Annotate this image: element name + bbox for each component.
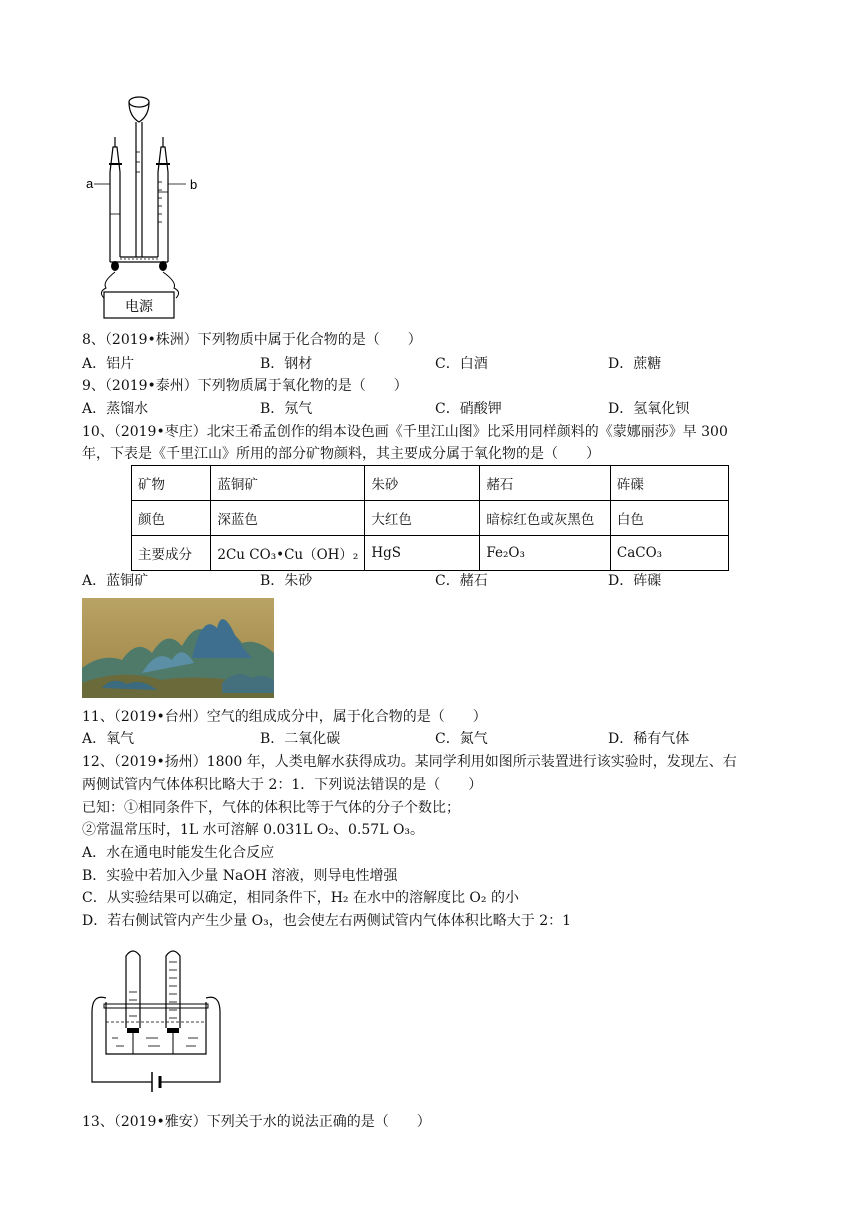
q10-stem-line1: 10、（2019•枣庄）北宋王希孟创作的绢本设色画《千里江山图》比采用同样颜料的《蒙娜丽莎》早 300 xyxy=(82,424,728,440)
q10-option-b: B．朱砂 xyxy=(260,573,313,589)
table-cell: 白色 xyxy=(610,501,728,536)
table-cell: 暗棕红色或灰黑色 xyxy=(480,501,611,536)
q12-stem-line1: 12、（2019•扬州）1800 年，人类电解水获得成功。某同学利用如图所示装置进行该实验时，发现左、右 xyxy=(82,754,737,770)
q9-options xyxy=(82,399,782,419)
table-cell: 深蓝色 xyxy=(211,501,365,536)
q8-stem: 8、（2019•株洲）下列物质中属于化合物的是（ ） xyxy=(82,332,422,348)
q12-known-2: ②常温常压时，1L 水可溶解 0.031L O₂、0.57L O₃。 xyxy=(82,822,425,838)
q9-option-d: D．氢氧化钡 xyxy=(608,401,690,417)
q10-stem-line2: 年，下表是《千里江山》所用的部分矿物颜料，其主要成分属于氧化物的是（ ） xyxy=(82,446,600,462)
q9-option-c: C．硝酸钾 xyxy=(435,401,502,417)
q9-stem: 9、（2019•泰州）下列物质属于氧化物的是（ ） xyxy=(82,378,408,394)
q8-option-a: A．铝片 xyxy=(82,356,135,372)
q11-option-b: B．二氧化碳 xyxy=(260,731,341,747)
azurite-formula: 2Cu CO₃•Cu（OH）₂ xyxy=(211,536,365,571)
q12-option-c: C．从实验结果可以确定，相同条件下，H₂ 在水中的溶解度比 O₂ 的小 xyxy=(82,890,519,906)
ochre-formula: Fe₂O₃ xyxy=(480,536,611,571)
q10-option-c: C．赭石 xyxy=(435,573,488,589)
table-cell: 主要成分 xyxy=(132,536,211,571)
power-source-label: 电源 xyxy=(125,298,153,314)
mineral-pigment-table xyxy=(131,465,729,571)
table-cell: 朱砂 xyxy=(365,466,480,501)
q8-options xyxy=(82,354,782,374)
q9-option-a: A．蒸馏水 xyxy=(82,401,149,417)
q12-option-b: B．实验中若加入少量 NaOH 溶液，则导电性增强 xyxy=(82,868,398,884)
table-row xyxy=(132,501,729,536)
q12-option-a: A．水在通电时能发生化合反应 xyxy=(82,845,275,861)
q10-option-d: D．砗磲 xyxy=(608,573,662,589)
q13-stem: 13、（2019•雅安）下列关于水的说法正确的是（ ） xyxy=(82,1114,431,1130)
landscape-painting-image xyxy=(82,598,274,698)
label-b: b xyxy=(190,177,198,192)
electrolysis-beaker-figure xyxy=(88,942,224,1102)
q11-option-a: A．氧气 xyxy=(82,731,135,747)
table-cell: 砗磲 xyxy=(610,466,728,501)
table-row xyxy=(132,466,729,501)
label-a: a xyxy=(86,176,94,191)
table-cell: 赭石 xyxy=(480,466,611,501)
q12-known-1: 已知：①相同条件下，气体的体积比等于气体的分子个数比； xyxy=(82,800,460,816)
q12-stem-line2: 两侧试管内气体体积比略大于 2：1．下列说法错误的是（ ） xyxy=(82,777,483,793)
table-cell: 大红色 xyxy=(365,501,480,536)
cinnabar-formula: HgS xyxy=(365,536,480,571)
q11-options xyxy=(82,729,782,749)
q11-option-d: D．稀有气体 xyxy=(608,731,690,747)
giant-clam-formula: CaCO₃ xyxy=(610,536,728,571)
q11-stem: 11、（2019•台州）空气的组成成分中，属于化合物的是（ ） xyxy=(82,709,487,725)
q8-option-d: D．蔗糖 xyxy=(608,356,662,372)
q11-option-c: C．氮气 xyxy=(435,731,488,747)
table-cell: 蓝铜矿 xyxy=(211,466,365,501)
q12-option-d: D．若右侧试管内产生少量 O₃，也会使左右两侧试管内气体体积比略大于 2：1 xyxy=(82,913,572,929)
q9-option-b: B．氖气 xyxy=(260,401,313,417)
q8-option-c: C．白酒 xyxy=(435,356,488,372)
q10-option-a: A．蓝铜矿 xyxy=(82,573,149,589)
q8-option-b: B．钢材 xyxy=(260,356,313,372)
table-row xyxy=(132,536,729,571)
table-cell: 矿物 xyxy=(132,466,211,501)
table-cell: 颜色 xyxy=(132,501,211,536)
electrolysis-apparatus-figure xyxy=(82,92,212,320)
q10-options xyxy=(82,571,782,591)
